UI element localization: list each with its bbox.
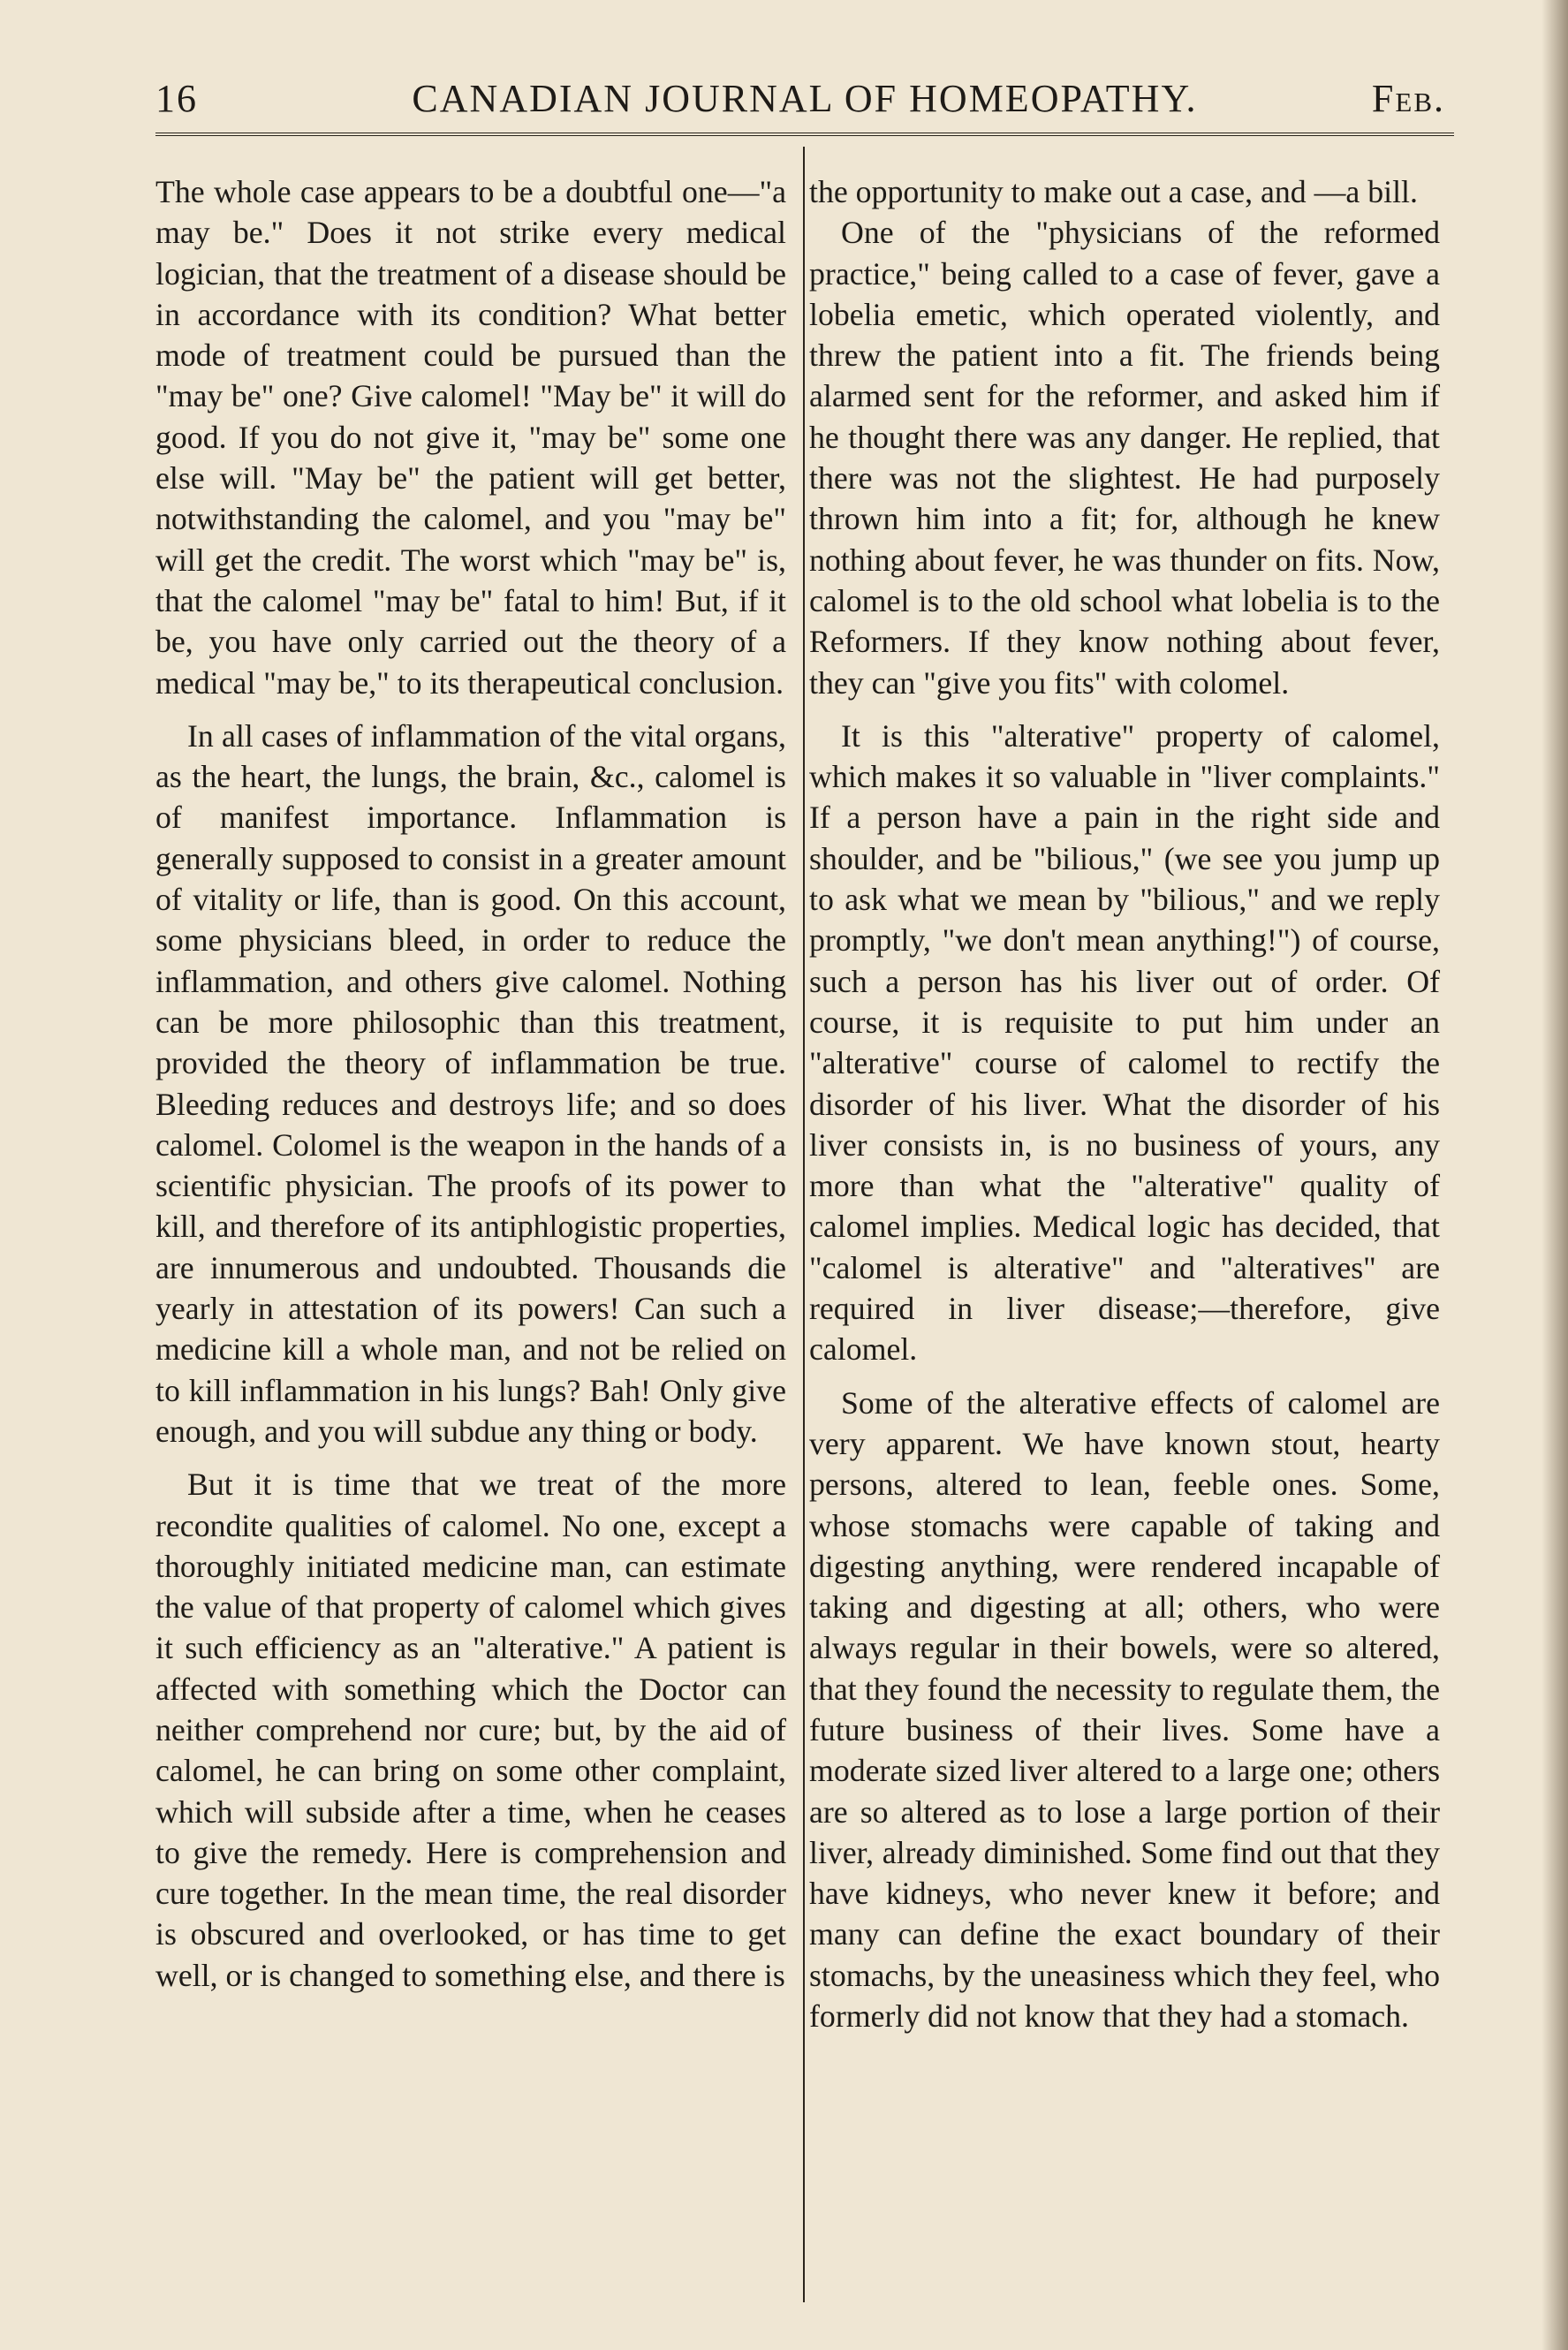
book-spine-shadow [1541,0,1568,2350]
left-paragraph-1: The whole case appears to be a doubtful one—"a may be." Does it not strike every medical logician, that the treatment of a disease should be in accordance with its condition? What better mode of treatment could be pursued than the "may be" one? Give calomel! "May be" it will do good. If you do not give it, "may be" some one else will. "May be" the patient will get better, notwithstanding the calomel, and you "may be" will get the credit. The worst which "may be" is, that the calomel "may be" fatal to him! But, if it be, you have only carried out the theory of a medical "may be," to its therapeutical conclusion. [155,174,786,701]
journal-title: CANADIAN JOURNAL OF HOMEOPATHY. [412,77,1198,120]
right-column [809,171,1440,2036]
page-number: 16 [155,77,198,120]
running-header [155,69,1454,131]
left-column [155,171,786,1996]
column-divider [803,147,805,2302]
header-rule [155,133,1454,136]
left-paragraph-3: But it is time that we treat of the more recondite qualities of calomel. No one, except a thoroughly initiated medicine man, can estimate the value of that property of calomel which gives it such efficiency as an "alterative." A patient is affected with something which the Doctor can neither comprehend nor cure; but, by the aid of calomel, he can bring on some other complaint, which will subside after a time, when he ceases to give the remedy. Here is comprehension and cure together. In the mean time, the real disorder is obscured and overlooked, or has time to get well, or is changed to something else, and there is [155,1467,786,1993]
right-paragraph-4: Some of the alterative effects of calomel are very apparent. We have known stout, hearty persons, altered to lean, feeble ones. Some, whose stomachs were capable of taking and digesting anything, were rendered incapable of taking and digesting at all; others, who were always regular in their bowels, were so altered, that they found the necessity to regulate them, the future business of their lives. Some have a moderate sized liver altered to a large one; others are so altered as to lose a large portion of their liver, already diminished. Some find out that they have kidneys, who never knew it before; and many can define the exact boundary of their stomachs, by the uneasiness which they feel, who formerly did not know that they had a stomach. [809,1384,1440,2035]
left-paragraph-2: In all cases of inflammation of the vital organs, as the heart, the lungs, the brain, &c., calomel is of manifest importance. Inflammation is generally supposed to consist in a greater amount of vitality or life, than is good. On this account, some physicians bleed, in order to reduce the inflammation, and others give calomel. Nothing can be more philosophic than this treatment, provided the theory of inflammation be true. Bleeding reduces and destroys life; and so does calomel. Colomel is the weapon in the hands of a scientific physician. The proofs of its power to kill, and therefore of its antiphlogistic properties, are innumerous and undoubted. Thousands die yearly in attestation of its powers! Can such a medicine kill a whole man, and not be relied on to kill inflammation in his lungs? Bah! Only give enough, and you will subdue any thing or body. [155,717,786,1449]
right-paragraph-2: One of the "physicians of the reformed practice," being called to a case of fever, gave a lobelia emetic, which operated violently, and threw the patient into a fit. The friends being alarmed sent for the reformer, and asked him if he thought there was any danger. He replied, that there was not the slightest. He had purposely thrown him into a fit; for, although he knew nothing about fever, he was thunder on fits. Now, calomel is to the old school what lobelia is to the Reformers. If they know nothing about fever, they can "give you fits" with colomel. [809,215,1440,701]
right-paragraph-3: It is this "alterative" property of calomel, which makes it so valuable in "liver complaints." If a person have a pain in the right side and shoulder, and be "bilious," (we see you jump up to ask what we mean by "bilious," and we reply promptly, "we don't mean anything!") of course, such a person has his liver out of order. Of course, it is requisite to put him under an "alterative" course of calomel to rectify the disorder of his liver. What the disorder of his liver consists in, is no business of yours, any more than what the "alterative" quality of calomel implies. Medical logic has decided, that "calomel is alterative" and "alteratives" are required in liver disease;—therefore, give calomel. [809,717,1440,1368]
month-abbreviation: Feb. [1371,77,1445,120]
right-paragraph-1: the opportunity to make out a case, and —a bill. [809,174,1418,209]
